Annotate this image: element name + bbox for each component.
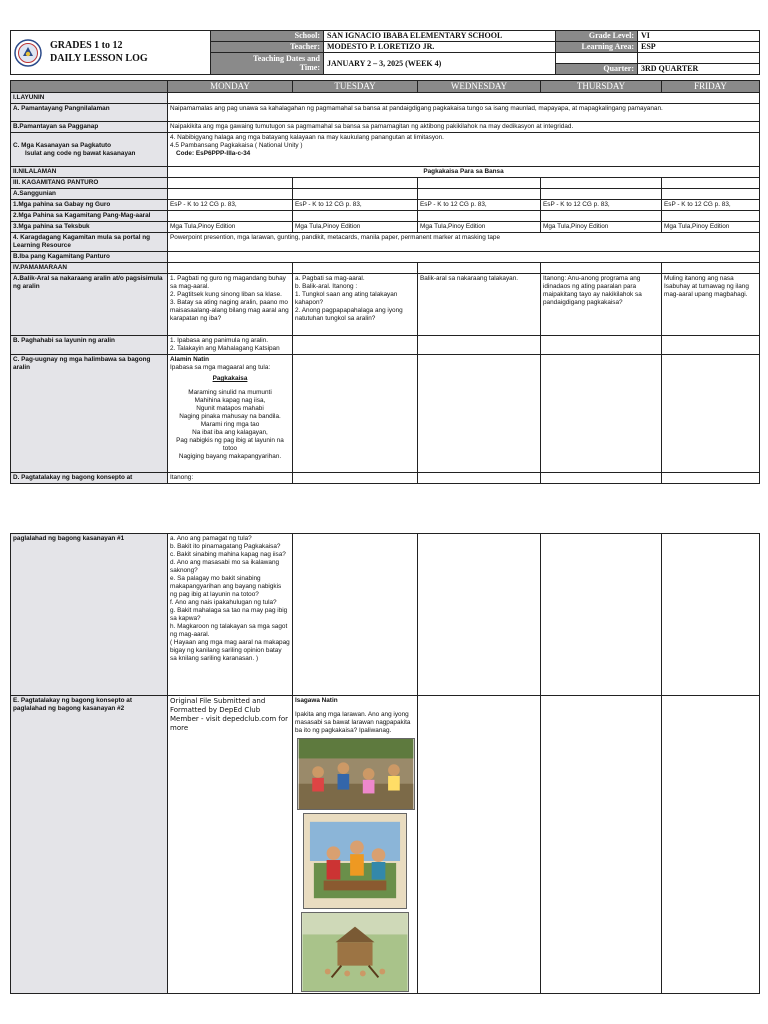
blank — [541, 189, 662, 200]
gabay-fri: EsP - K to 12 CG p. 83, — [662, 200, 760, 211]
nilalaman-text: Pagkakaisa Para sa Bansa — [168, 167, 760, 178]
karagdagang-label: 4. Karagdagang Kagamitan mula sa portal ng Learning Resource — [11, 233, 168, 252]
blank — [662, 189, 760, 200]
teacher-label: Teacher: — [211, 42, 324, 53]
balik-aral-mon: 1. Pagbati ng guro ng magandang buhay sa mag-aaral. 2. Pagtitsek kung sinong liban sa klase. 3. Batay sa ating naging aralin, paano mo maisasaalang-alang bilang mag aaral ang karapatan ng iba? — [168, 274, 293, 336]
poem-line: Maraming sinulid na mumunti — [188, 389, 272, 397]
pagtatalakay1-mon-a: Itanong: — [168, 473, 293, 484]
blank — [541, 696, 662, 994]
nilalaman-label: II.NILALAMAN — [11, 167, 168, 178]
iba-pang-label: B.Iba pang Kagamitang Panturo — [11, 252, 168, 263]
blank — [541, 336, 662, 355]
blank — [418, 336, 541, 355]
section-layunin: I.LAYUNIN — [11, 93, 168, 104]
day-friday: FRIDAY — [662, 81, 760, 93]
lesson-table-continued — [10, 533, 759, 994]
day-tuesday: TUESDAY — [293, 81, 418, 93]
pagtatalakay1-label-a: D. Pagtatalakay ng bagong konsepto at — [11, 473, 168, 484]
title-block — [11, 31, 211, 75]
day-thursday: THURSDAY — [541, 81, 662, 93]
grade-value: VI — [638, 31, 760, 42]
balik-aral-thu: Itanong: Anu-anong programa ang idinadaos ng ating paaralan para maipakitang tayo ay nakikilahok sa pandaigdigang pagkakaisa? — [541, 274, 662, 336]
lesson-log-header — [10, 30, 759, 75]
blank — [662, 355, 760, 473]
teksbuk-label: 3.Mga pahina sa Teksbuk — [11, 222, 168, 233]
teacher-value: MODESTO P. LORETIZO JR. — [324, 42, 556, 53]
area-value: ESP — [638, 42, 760, 53]
blank — [541, 534, 662, 696]
blank — [293, 263, 418, 274]
pagtatalakay2-label: E. Pagtatalakay ng bagong konsepto at paglalahad ng bagong kasanayan #2 — [11, 696, 168, 994]
blank — [168, 211, 293, 222]
blank — [418, 189, 541, 200]
corner-cell — [11, 81, 168, 93]
blank — [662, 336, 760, 355]
balik-aral-wed: Balik-aral sa nakaraang talakayan. — [418, 274, 541, 336]
blank — [293, 178, 418, 189]
blank — [541, 473, 662, 484]
blank — [293, 336, 418, 355]
isagawa-cell — [293, 696, 418, 994]
dates-label-line2: Time: — [299, 62, 320, 72]
blank — [541, 355, 662, 473]
blank — [541, 211, 662, 222]
dates-label — [211, 53, 324, 75]
blank — [418, 355, 541, 473]
poem-line: Pag nabigkis ng pag ibig at layunin na totoo — [176, 437, 284, 453]
teksbuk-mon: Mga Tula,Pinoy Edition — [168, 222, 293, 233]
blank-cell-2 — [638, 53, 760, 64]
pangnilalaman-label: A. Pamantayang Pangnilalaman — [11, 104, 168, 122]
blank — [418, 211, 541, 222]
bayanihan-photo — [301, 912, 409, 992]
day-wednesday: WEDNESDAY — [418, 81, 541, 93]
pag-uugnay-mon — [168, 355, 293, 473]
blank — [293, 355, 418, 473]
dates-label-line1: Teaching Dates and — [253, 54, 320, 64]
kasanayan-text2: 4.5 Pambansang Pagkakaisa ( National Unity ) — [170, 142, 303, 150]
kasanayan-label — [11, 133, 168, 167]
poem-line: Mahihina kapag nag iisa, — [194, 397, 266, 405]
grade-label: Grade Level: — [556, 31, 638, 42]
blank — [168, 178, 293, 189]
pagtatalakay1-label-b: paglalahad ng bagong kasanayan #1 — [11, 534, 168, 696]
poem-title: Pagkakaisa — [212, 375, 248, 383]
blank — [418, 534, 541, 696]
kasanayan-text — [168, 133, 760, 167]
area-label: Learning Area: — [556, 42, 638, 53]
blank — [168, 189, 293, 200]
watermark-note: Original File Submitted and Formatted by DepEd Club Member - visit depedclub.com for more — [168, 696, 293, 994]
blank-cell — [556, 53, 638, 64]
blank — [662, 534, 760, 696]
alamin-title: Alamin Natin — [170, 356, 210, 364]
layunin-blank — [168, 93, 760, 104]
blank — [418, 473, 541, 484]
gabay-thu: EsP - K to 12 CG p. 83, — [541, 200, 662, 211]
teksbuk-fri: Mga Tula,Pinoy Edition — [662, 222, 760, 233]
blank — [293, 211, 418, 222]
pamamaraan-label: IV.PAMAMARAAN — [11, 263, 168, 274]
blank — [293, 534, 418, 696]
teksbuk-tue: Mga Tula,Pinoy Edition — [293, 222, 418, 233]
paghahabi-mon: 1. Ipabasa ang panimula ng aralin. 2. Talakayin ang Mahalagang Katsipan — [168, 336, 293, 355]
title-line1: GRADES 1 to 12 — [50, 40, 123, 51]
quarter-label: Quarter: — [556, 64, 638, 75]
title-line2: DAILY LESSON LOG — [50, 52, 148, 64]
gabay-tue: EsP - K to 12 CG p. 83, — [293, 200, 418, 211]
alamin-intro: Ipabasa sa mga magaaral ang tula: — [170, 364, 271, 372]
school-label: School: — [211, 31, 324, 42]
kasanayan-text1: 4. Nabibigyang halaga ang mga batayang kalayaan na may kaukulang panangutan at limitasyon. — [170, 134, 444, 142]
poem-line: Naging pinaka mahusay na bandila. — [179, 413, 281, 421]
balik-aral-fri: Muling itanong ang nasa Isabuhay at tumawag ng ilang mag-aaral upang magbahagi. — [662, 274, 760, 336]
paghahabi-label: B. Paghahabi sa layunin ng aralin — [11, 336, 168, 355]
blank — [293, 189, 418, 200]
school-value: SAN IGNACIO IBABA ELEMENTARY SCHOOL — [324, 31, 556, 42]
pagganap-label: B.Pamantayan sa Pagganap — [11, 122, 168, 133]
karagdagang-text: Powerpoint presention, mga larawan, gunting, pandikit, metacards, manila paper, permanent marker at masking tape — [168, 233, 760, 252]
isagawa-text: Ipakita ang mga larawan. Ano ang iyong masasabi sa bawat larawan nagpapakita ba ito ng pagkakaisa? Ipaliwanag. — [295, 711, 411, 734]
blank — [418, 263, 541, 274]
blank — [418, 696, 541, 994]
balik-aral-label: A.Balik-Aral sa nakaraang aralin at/o pagsisimula ng aralin — [11, 274, 168, 336]
isagawa-title: Isagawa Natin — [295, 697, 338, 704]
family-cooperation-photo — [303, 813, 407, 909]
gabay-mon: EsP - K to 12 CG p. 83, — [168, 200, 293, 211]
poem-line: Nagiging bayang makapangyarihan. — [178, 453, 282, 461]
sanggunian-label: A.Sanggunian — [11, 189, 168, 200]
gabay-wed: EsP - K to 12 CG p. 83, — [418, 200, 541, 211]
blank — [662, 473, 760, 484]
mag-aaral-label: 2.Mga Pahina sa Kagamitang Pang-Mag-aaral — [11, 211, 168, 222]
blank — [662, 263, 760, 274]
day-monday: MONDAY — [168, 81, 293, 93]
pagtatalakay1-mon-b: a. Ano ang pamagat ng tula? b. Bakit ito pinamagatang Pagkakaisa? c. Bakit sinabing mahina kapag nag iisa? d. Ano ang masasabi mo sa ikalawang saknong? e. Sa palagay mo bakit sinabing makapangyarihan ang bayang nabigkis ng pag ibig at layunin na totoo? f. Ano ang nais ipakahulugan ng tula? g. Bakit mahalaga sa tao na may pag ibig sa kapwa? h. Magkaroon ng talakayan sa mga sagot ng mag-aaral. ( Hayaan ang mga mag aaral na makapag bigay ng kanilang sariling opinion batay sa knilang sariling karanasan. ) — [168, 534, 293, 696]
poem-line: Ngunit matapos mahabi — [196, 405, 264, 413]
group-work-photo — [297, 738, 415, 810]
blank — [662, 178, 760, 189]
pangnilalaman-text: Naipamamalas ang pag unawa sa kahalagahan ng pagmamahal sa bansa at pandaigdigang pagkakaisa tungo sa isang maunlad, mapayapa, at mapagkalingang pamayanan. — [168, 104, 760, 122]
blank — [293, 473, 418, 484]
blank — [541, 178, 662, 189]
blank — [662, 211, 760, 222]
lesson-table — [10, 80, 759, 484]
blank — [541, 263, 662, 274]
dates-value: JANUARY 2 – 3, 2025 (WEEK 4) — [324, 53, 556, 75]
gabay-label: 1.Mga pahina sa Gabay ng Guro — [11, 200, 168, 211]
kasanayan-title: C. Mga Kasanayan sa Pagkatuto — [13, 141, 112, 149]
pagganap-text: Naipakikita ang mga gawaing tumutugon sa pagmamahal sa bansa sa pamamagitan ng aktibong pakikilahok na may dedikasyon at integridad. — [168, 122, 760, 133]
pag-uugnay-label: C. Pag-uugnay ng mga halimbawa sa bagong aralin — [11, 355, 168, 473]
deped-seal-icon — [14, 39, 42, 67]
teksbuk-thu: Mga Tula,Pinoy Edition — [541, 222, 662, 233]
kasanayan-sub: Isulat ang code ng bawat kasanayan — [25, 149, 136, 157]
quarter-value: 3RD QUARTER — [638, 64, 760, 75]
teksbuk-wed: Mga Tula,Pinoy Edition — [418, 222, 541, 233]
blank — [168, 263, 293, 274]
balik-aral-tue: a. Pagbati sa mag-aaral. b. Balik-aral. Itanong : 1. Tungkol saan ang ating talakayan kahapon? 2. Anong pagpapapahalaga ang iyong natutuhan tungkol sa aralin? — [293, 274, 418, 336]
poem-line: Marami ring mga tao — [200, 421, 260, 429]
blank — [662, 696, 760, 994]
kagamitan-label: III. KAGAMITANG PANTURO — [11, 178, 168, 189]
blank — [418, 178, 541, 189]
poem-body — [170, 389, 290, 461]
poem-line: Na ibat iba ang kalagayan, — [192, 429, 268, 437]
blank — [168, 252, 760, 263]
kasanayan-code: Code: EsP6PPP-IIIa-c-34 — [176, 150, 251, 158]
